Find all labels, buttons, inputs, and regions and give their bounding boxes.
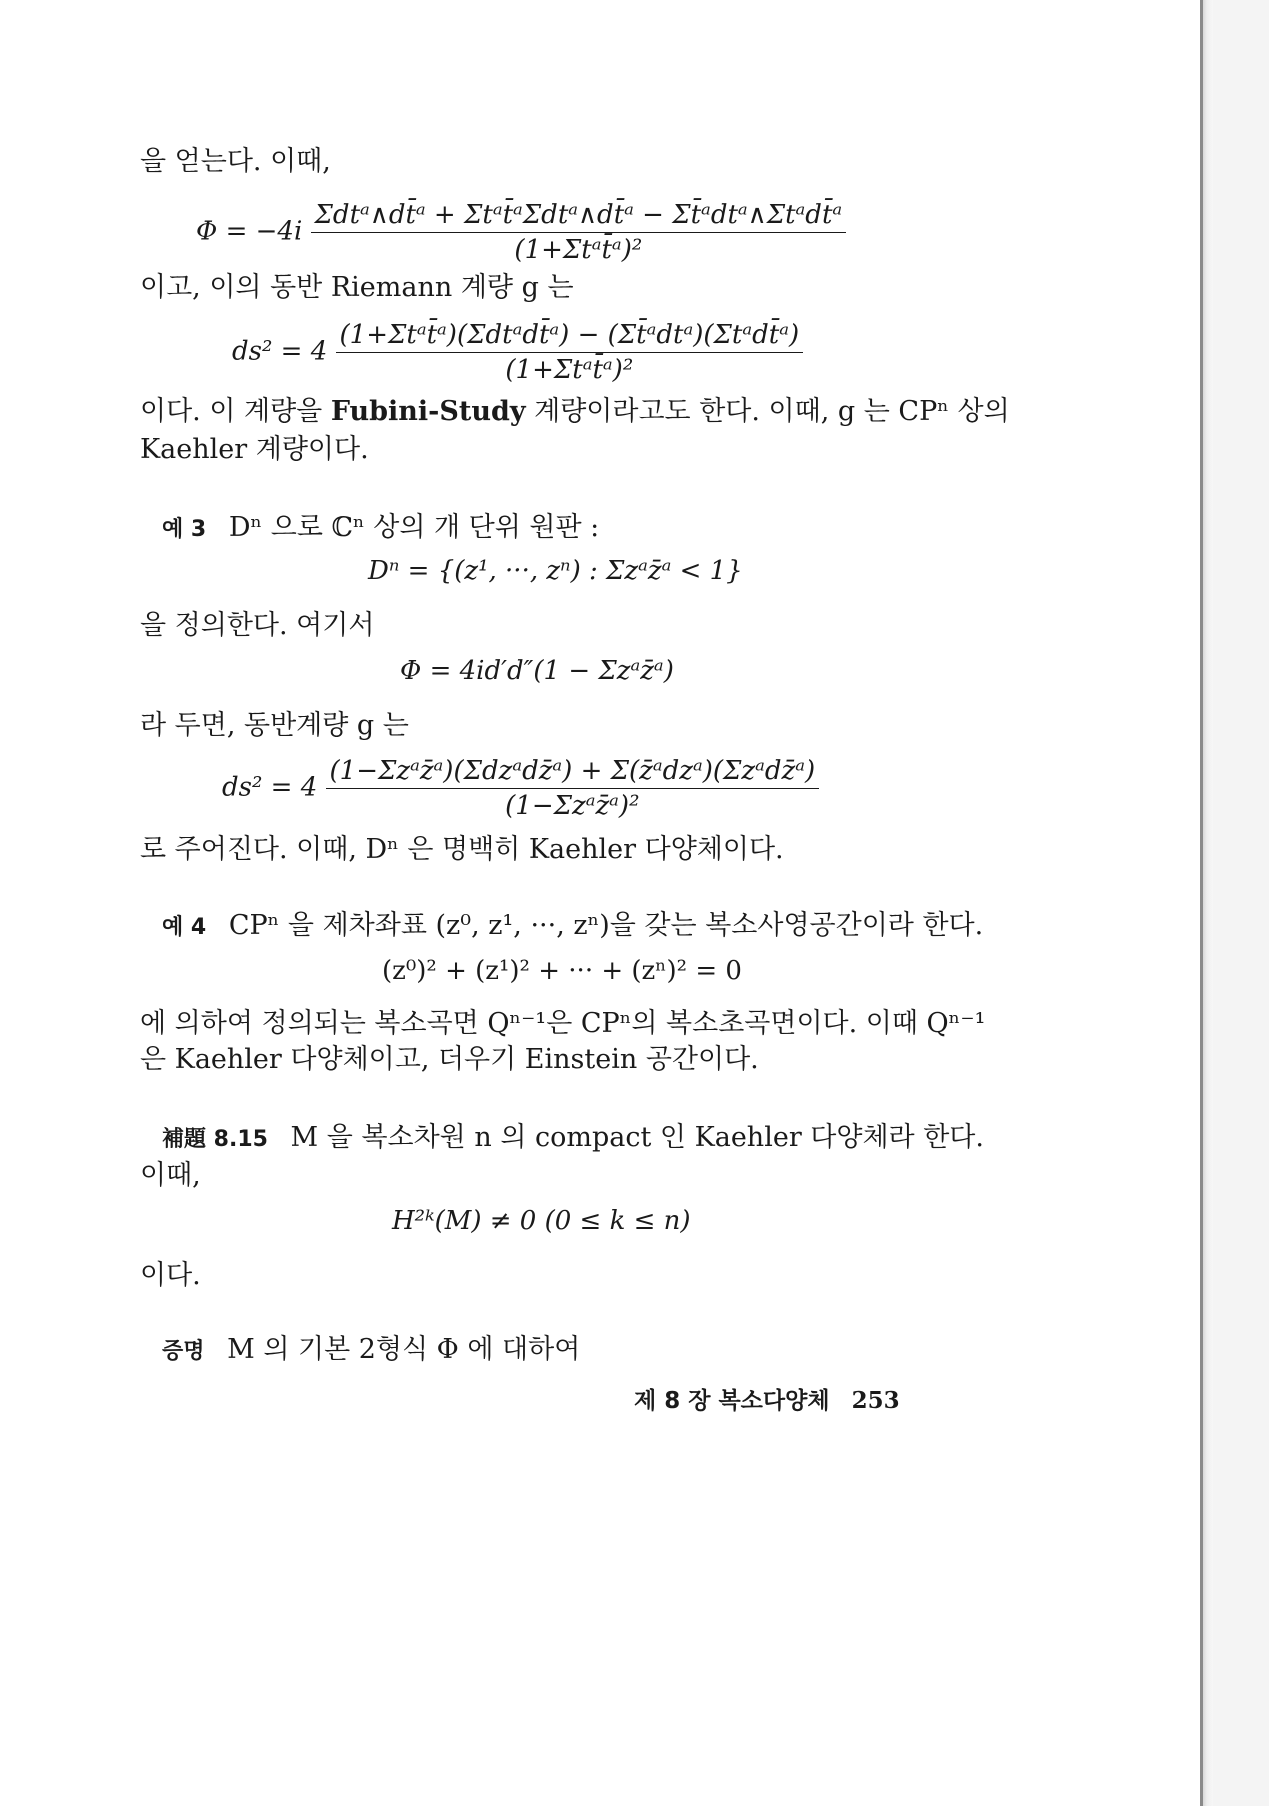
text-line: 을 정의한다. 여기서 [140, 610, 375, 641]
example-text: Dⁿ 으로 ℂⁿ 상의 개 단위 원판 : [228, 512, 600, 543]
equation-lhs: Φ = −4i [196, 216, 303, 247]
equation-cohomology: H²ᵏ(M) ≠ 0 (0 ≤ k ≤ n) [392, 1206, 691, 1236]
equation-metric-fubini [232, 320, 803, 385]
fraction [336, 320, 804, 385]
fraction [311, 200, 847, 265]
equation-lhs: ds² = 4 [222, 772, 318, 803]
fraction [326, 756, 820, 821]
equation-phi-disk: Φ = 4id′d″(1 − Σzᵃz̄ᵃ) [400, 656, 674, 686]
text-line: 라 두면, 동반계량 g 는 [140, 710, 409, 741]
text-line: 이때, [140, 1160, 201, 1191]
proof [162, 1330, 580, 1372]
proof-label: 증명 [162, 1339, 205, 1364]
fraction-denominator: (1−Σzᵃz̄ᵃ)² [505, 791, 640, 821]
equation-disk: Dⁿ = {(z¹, ···, zⁿ) : Σzᵃz̄ᵃ < 1} [368, 556, 743, 586]
equation-phi-fubini [196, 200, 846, 265]
fraction-denominator: (1+Σtᵃt̄ᵃ)² [505, 355, 634, 385]
fraction-numerator: (1−Σzᵃz̄ᵃ)(Σdzᵃdz̄ᵃ) + Σ(z̄ᵃdzᵃ)(Σzᵃdz̄ᵃ) [326, 756, 820, 789]
page-edge-shadow [1203, 0, 1213, 1806]
fraction-denominator: (1+Σtᵃt̄ᵃ)² [514, 235, 643, 265]
example-4 [162, 906, 983, 948]
example-3 [162, 508, 599, 550]
fubini-study-term: Fubini-Study [330, 396, 526, 427]
text-line: 로 주어진다. 이때, Dⁿ 은 명백히 Kaehler 다양체이다. [140, 834, 784, 865]
equation-quadric: (z⁰)² + (z¹)² + ··· + (zⁿ)² = 0 [382, 956, 742, 986]
text-line [140, 392, 1010, 432]
lemma-8-15 [162, 1118, 984, 1160]
proof-text: M 의 기본 2형식 Φ 에 대하여 [227, 1334, 581, 1365]
running-footer [634, 1382, 900, 1415]
example-text: CPⁿ 을 제차좌표 (z⁰, z¹, ···, zⁿ)을 갖는 복소사영공간이라 한다. [228, 910, 984, 941]
text-span: 계량이라고도 한다. 이때, g 는 CPⁿ 상의 [525, 396, 1010, 427]
text-line: Kaehler 계량이다. [140, 434, 369, 465]
text-line: 은 Kaehler 다양체이고, 더우기 Einstein 공간이다. [140, 1044, 759, 1075]
equation-lhs: ds² = 4 [232, 336, 328, 367]
lemma-label: 補題 8.15 [162, 1127, 268, 1152]
chapter-title: 제 8 장 복소다양체 [634, 1388, 830, 1414]
text-line: 을 얻는다. 이때, [140, 146, 331, 177]
lemma-text: M 을 복소차원 n 의 compact 인 Kaehler 다양체라 한다. [290, 1122, 984, 1153]
text-line: 에 의하여 정의되는 복소곡면 Qⁿ⁻¹은 CPⁿ의 복소초곡면이다. 이때 Qⁿ⁻¹ [140, 1008, 986, 1039]
example-label: 예 4 [162, 915, 207, 940]
viewer-background [1213, 0, 1269, 1806]
equation-metric-disk [222, 756, 819, 821]
fraction-numerator: Σdtᵃ∧dt̄ᵃ + Σtᵃt̄ᵃΣdtᵃ∧dt̄ᵃ − Σt̄ᵃdtᵃ∧Σtᵃdt̄ᵃ [311, 200, 847, 233]
page-number: 253 [851, 1387, 900, 1414]
example-label: 예 3 [162, 517, 207, 542]
text-span: 이다. 이 계량을 [140, 396, 331, 427]
text-line: 이다. [140, 1260, 201, 1291]
text-line: 이고, 이의 동반 Riemann 계량 g 는 [140, 272, 574, 303]
fraction-numerator: (1+Σtᵃt̄ᵃ)(Σdtᵃdt̄ᵃ) − (Σt̄ᵃdtᵃ)(Σtᵃdt̄ᵃ) [336, 320, 804, 353]
